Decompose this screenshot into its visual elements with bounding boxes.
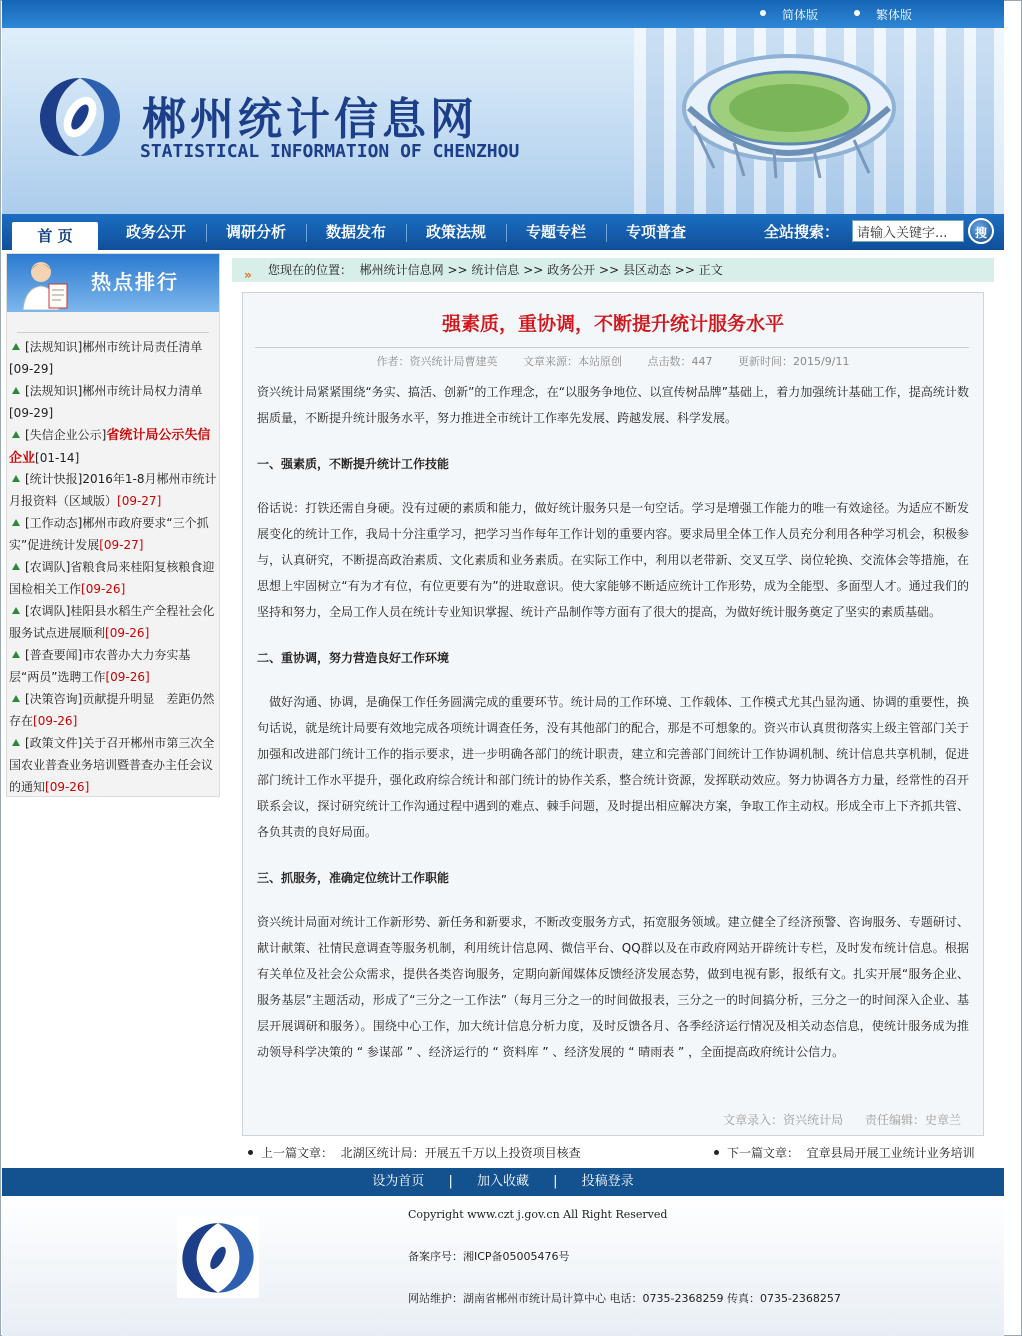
nav-separator (606, 224, 607, 242)
nav-data-release[interactable]: 数据发布 (325, 223, 386, 241)
search-button[interactable]: 搜 (968, 218, 994, 244)
article-editor: 责任编辑：史章兰 (864, 1113, 961, 1127)
article-meta (243, 353, 983, 369)
maintainer-info: 网站维护：湖南省郴州市统计局计算中心 电话：0735-2368259 传真：0735-2368257 (408, 1292, 841, 1305)
article-heading: 三、抓服务，准确定位统计工作职能 (257, 871, 450, 885)
list-item-date: [09-27] (99, 538, 144, 552)
list-item-date: [09-26] (45, 780, 90, 794)
next-label: 下一篇文章： (727, 1146, 800, 1160)
simplified-link[interactable]: 简体版 (782, 8, 819, 22)
sidebar-header (7, 254, 219, 312)
footer-separator: | (553, 1174, 558, 1189)
sidebar-divider (17, 332, 209, 333)
main-nav (2, 214, 1004, 250)
article-heading: 二、重协调，努力营造良好工作环境 (257, 651, 450, 665)
set-homepage-link[interactable]: 设为首页 (372, 1174, 425, 1189)
sidebar-title: 热点排行 (91, 270, 179, 294)
list-item-date: [09-26] (81, 582, 126, 596)
article-paragraph: 做好沟通、协调，是确保工作任务圆满完成的重要环节。统计局的工作环境、工作载体、工作模式尤其凸显沟通、协调的重要性，换句话说，就是统计局要有效地完成各项统计调查任务，没有其他部门的配合，那是不可想象的。资兴市认真贯彻落实上级主管部门关于加强和改进部门统计工作的指示要求，进一步明确各部门的统计职责，建立和完善部门间统计工作协调机制、统计信息共享机制，促进部门统计工作水平提升，强化政府综合统计和部门统计的协作关系，整合统计资源，发挥联动效应。努力协调各方力量，经常性的召开联系会议，探讨研究统计工作沟通过程中遇到的难点、棘手问题，及时提出相应解决方案，争取工作主动权。形成全市上下齐抓共管、各负其责的良好局面。 (257, 695, 969, 839)
search-input[interactable] (852, 220, 964, 242)
page (2, 0, 1004, 1336)
list-item[interactable] (9, 468, 217, 512)
breadcrumb-text: 您现在的位置： 郴州统计信息网 >> 统计信息 >> 政务公开 >> 县区动态 >> 正文 (268, 263, 723, 277)
copyright: Copyright www.czt j.gov.cn All Right Reserved (408, 1208, 668, 1221)
nav-separator (406, 224, 407, 242)
list-item[interactable] (9, 512, 217, 556)
footer-separator: | (448, 1174, 453, 1189)
triangle-icon (12, 695, 20, 702)
article-paragraph: 资兴统计局面对统计工作新形势、新任务和新要求，不断改变服务方式，拓宽服务领域。建立健全了经济预警、咨询服务、专题研讨、献计献策、社情民意调查等服务机制，利用统计信息网、微信平台、QQ群以及在市政府网站开辟统计专栏，及时发布统计信息。根据有关单位及社会公众需求，提供各类咨询服务，定期向新闻媒体反馈经济发展态势，做到电视有影，报纸有文。扎实开展“服务企业、服务基层”主题活动，形成了“三分之一工作法”（每月三分之一的时间做报表，三分之一的时间搞分析，三分之一的时间深入企业、基层开展调研和服务）。围绕中心工作，加大统计信息分析力度，及时反馈各月、各季经济运行情况及相关动态信息，使统计服务成为推动领导科学决策的 “ 参谋部 ” 、经济运行的 “ 资料库 ” 、经济发展的 “ 晴雨表 ” ，全面提高政府统计公信力。 (257, 915, 969, 1059)
triangle-icon (12, 475, 20, 482)
nav-government-affairs[interactable]: 政务公开 (125, 223, 186, 241)
list-item-date: [09-29] (9, 362, 54, 376)
article-paragraph: 资兴统计局紧紧围绕“务实、搞活、创新”的工作理念，在“以服务争地位、以宣传树品牌”基础上，着力加强统计基础工作，提高统计数据质量，不断提升统计服务水平，努力推进全市统计工作率先发展、跨越发展、科学发展。 (257, 385, 969, 425)
header-banner (2, 28, 1004, 214)
list-item-title[interactable]: [法规知识]郴州市统计局权力清单 (25, 384, 203, 398)
icp-record: 备案序号：湘ICP备05005476号 (408, 1250, 570, 1263)
breadcrumb-link[interactable]: 县区动态 (622, 263, 671, 277)
nav-separator (206, 224, 207, 242)
list-item[interactable] (9, 380, 217, 424)
prev-label: 上一篇文章： (261, 1146, 334, 1160)
triangle-icon (12, 387, 20, 394)
bullet-icon (760, 10, 766, 16)
list-item-title[interactable]: [普查要闻]市农普办大力夯实基层“两员”选聘工作 (9, 648, 191, 684)
article-author: 作者：资兴统计局曹建英 (376, 355, 498, 368)
article-recorder: 文章录入：资兴统计局 (723, 1113, 844, 1127)
search-label: 全站搜索： (764, 223, 840, 241)
list-item-title[interactable]: 省统计局公示失信企业 (9, 428, 211, 466)
breadcrumb-link[interactable]: 政务公开 (547, 263, 596, 277)
list-item-date: [01-14] (35, 451, 80, 465)
nav-policy[interactable]: 政策法规 (425, 223, 486, 241)
bullet-icon (248, 1150, 253, 1155)
footer-links (2, 1168, 1004, 1196)
breadcrumb (232, 258, 994, 282)
article-panel (242, 292, 984, 1136)
title-divider (255, 347, 969, 348)
list-item[interactable] (9, 336, 217, 380)
breadcrumb-link[interactable]: 统计信息 (471, 263, 520, 277)
footer (2, 1196, 1004, 1336)
list-item-date: [09-26] (105, 626, 150, 640)
list-item-title[interactable]: [农调队]桂阳县水稻生产全程社会化服务试点进展顺利 (9, 604, 215, 640)
bullet-icon (854, 10, 860, 16)
next-article[interactable] (714, 1144, 975, 1161)
article-footer-meta (705, 1111, 961, 1128)
article-source: 文章来源：本站原创 (523, 355, 623, 368)
triangle-icon (12, 607, 20, 614)
nav-census[interactable]: 专项普查 (625, 223, 686, 241)
nav-separator (506, 224, 507, 242)
list-item[interactable]: [失信企业公示]省统计局公示失信企业[01-14] (9, 428, 211, 466)
person-icon (19, 258, 71, 310)
list-item-title[interactable]: [决策咨询]贡献提升明显 差距仍然存在 (9, 692, 215, 728)
site-logo (34, 70, 126, 162)
footer-logo (174, 1216, 262, 1298)
submit-login-link[interactable]: 投稿登录 (581, 1174, 634, 1189)
breadcrumb-link[interactable]: 郴州统计信息网 (359, 263, 444, 277)
add-favorite-link[interactable]: 加入收藏 (476, 1174, 529, 1189)
triangle-icon (12, 343, 20, 350)
breadcrumb-current: 正文 (698, 263, 723, 277)
article-heading: 一、强素质，不断提升统计工作技能 (257, 457, 450, 471)
list-item-title[interactable]: [农调队]省粮食局来桂阳复核粮食迎国检相关工作 (9, 560, 215, 596)
hot-ranking-sidebar (6, 253, 220, 797)
list-item[interactable] (9, 644, 217, 688)
list-item-date: [09-26] (105, 670, 150, 684)
stadium-illustration (674, 48, 904, 178)
triangle-icon (12, 651, 20, 658)
article-date: 更新时间：2015/9/11 (738, 355, 850, 368)
list-item[interactable] (9, 732, 217, 798)
arrow-icon: » (244, 268, 252, 282)
bullet-icon (714, 1150, 719, 1155)
list-item-title[interactable]: [工作动态]郴州市政府要求“三个抓实”促进统计发展 (9, 516, 209, 552)
list-item-date: [09-27] (117, 494, 162, 508)
prev-article-link[interactable]: 北湖区统计局：开展五千万以上投资项目核查 (340, 1146, 581, 1160)
nav-separator (306, 224, 307, 242)
list-item[interactable] (9, 688, 217, 732)
article-title: 强素质，重协调，不断提升统计服务水平 (441, 313, 784, 335)
list-item-title[interactable]: [法规知识]郴州市统计局责任清单 (25, 340, 203, 354)
triangle-icon (12, 563, 20, 570)
list-item-date: [09-29] (9, 406, 54, 420)
nav-home[interactable]: 首 页 (12, 222, 98, 250)
list-item-date: [09-26] (33, 714, 78, 728)
triangle-icon (12, 431, 20, 438)
triangle-icon (12, 519, 20, 526)
list-item-title[interactable]: [政策文件]关于召开郴州市第三次全国农业普查业务培训暨普查办主任会议的通知 (9, 736, 215, 794)
nav-special-topics[interactable]: 专题专栏 (525, 223, 586, 241)
list-item[interactable] (9, 556, 217, 600)
traditional-link[interactable]: 繁体版 (876, 8, 913, 22)
article-hits: 点击数：447 (647, 355, 713, 368)
site-title: 郴州统计信息网 (142, 94, 478, 145)
next-article-link[interactable]: 宜章县局开展工业统计业务培训 (806, 1146, 975, 1160)
article-paragraph: 俗话说：打铁还需自身硬。没有过硬的素质和能力，做好统计服务只是一句空话。学习是增强工作能力的唯一有效途径。为适应不断发展变化的统计工作，我局十分注重学习，把学习当作每年工作计划的重要内容。要求局里全体工作人员充分利用各种学习机会，积极参与，认真研究，不断提高政治素质、文化素质和业务素质。在实际工作中，利用以老带新、交叉互学、岗位轮换、交流体会等措施，在思想上牢固树立“有为才有位，有位更要有为”的进取意识。使大家能够不断适应统计工作形势，成为全能型、多面型人才。通过我们的坚持和努力，全局工作人员在统计专业知识掌握、统计产品制作等方面有了很大的提高，为做好统计服务奠定了坚实的素质基础。 (257, 501, 969, 619)
breadcrumb-label: 您现在的位置： (268, 263, 353, 277)
list-item[interactable] (9, 600, 217, 644)
triangle-icon (12, 739, 20, 746)
site-title-en: STATISTICAL INFORMATION OF CHENZHOU (140, 141, 520, 162)
prev-article[interactable] (248, 1144, 581, 1161)
list-item-title[interactable]: [统计快报]2016年1-8月郴州市统计月报资料（区域版） (9, 472, 217, 508)
nav-research[interactable]: 调研分析 (225, 223, 286, 241)
top-bar (2, 0, 1004, 28)
